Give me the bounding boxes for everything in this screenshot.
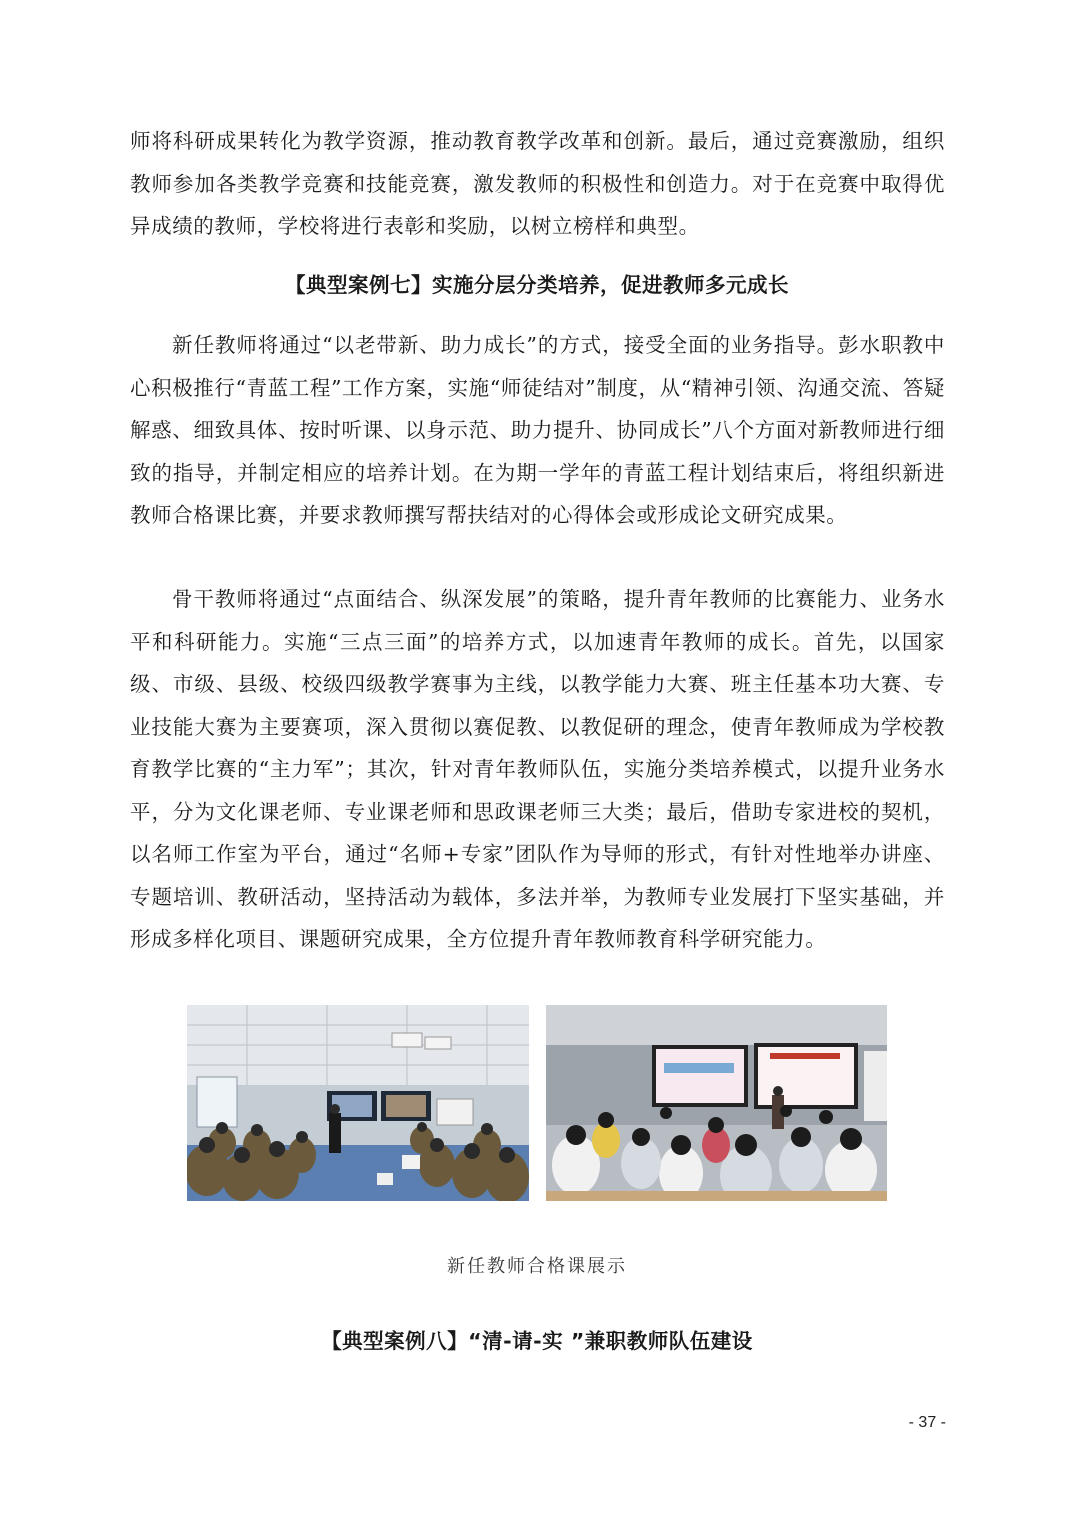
page-number: - 37 -: [908, 1414, 946, 1431]
paragraph-3: 骨干教师将通过“点面结合、纵深发展”的策略，提升青年教师的比赛能力、业务水平和科研能力。实施“三点三面”的培养方式，以加速青年教师的成长。首先，以国家级、市级、县级、校级四级教学赛事为主线，以教学能力大赛、班主任基本功大赛、专业技能大赛为主要赛项，深入贯彻以赛促教、以教促研的理念，使青年教师成为学校教育教学比赛的“主力军”；其次，针对青年教师队伍，实施分类培养模式，以提升业务水平，分为文化课老师、专业课老师和思政课老师三大类；最后，借助专家进校的契机，以名师工作室为平台，通过“名师+专家”团队作为导师的形式，有针对性地举办讲座、专题培训、教研活动，坚持活动为载体，多法并举，为教师专业发展打下坚实基础，并形成多样化项目、课题研究成果，全方位提升青年教师教育科学研究能力。: [130, 587, 945, 951]
heading-case-8: 【典型案例八】“清-请-实 ”兼职教师队伍建设: [321, 1329, 753, 1353]
paragraph-2: 新任教师将通过“以老带新、助力成长”的方式，接受全面的业务指导。彭水职教中心积极推行“青蓝工程”工作方案，实施“师徒结对”制度，从“精神引领、沟通交流、答疑解惑、细致具体、按时听课、以身示范、助力提升、协同成长”八个方面对新教师进行细致的指导，并制定相应的培养计划。在为期一学年的青蓝工程计划结束后，将组织新进教师合格课比赛，并要求教师撰写帮扶结对的心得体会或形成论文研究成果。: [130, 333, 945, 527]
photo-classroom-left: [187, 1005, 529, 1201]
heading-case-7: 【典型案例七】实施分层分类培养，促进教师多元成长: [285, 273, 789, 297]
photo-caption: 新任教师合格课展示: [447, 1256, 627, 1277]
photo-classroom-right: [546, 1005, 887, 1201]
paragraph-1: 师将科研成果转化为教学资源，推动教育教学改革和创新。最后，通过竞赛激励，组织教师参加各类教学竞赛和技能竞赛，激发教师的积极性和创造力。对于在竞赛中取得优异成绩的教师，学校将进行表彰和奖励，以树立榜样和典型。: [130, 129, 945, 238]
